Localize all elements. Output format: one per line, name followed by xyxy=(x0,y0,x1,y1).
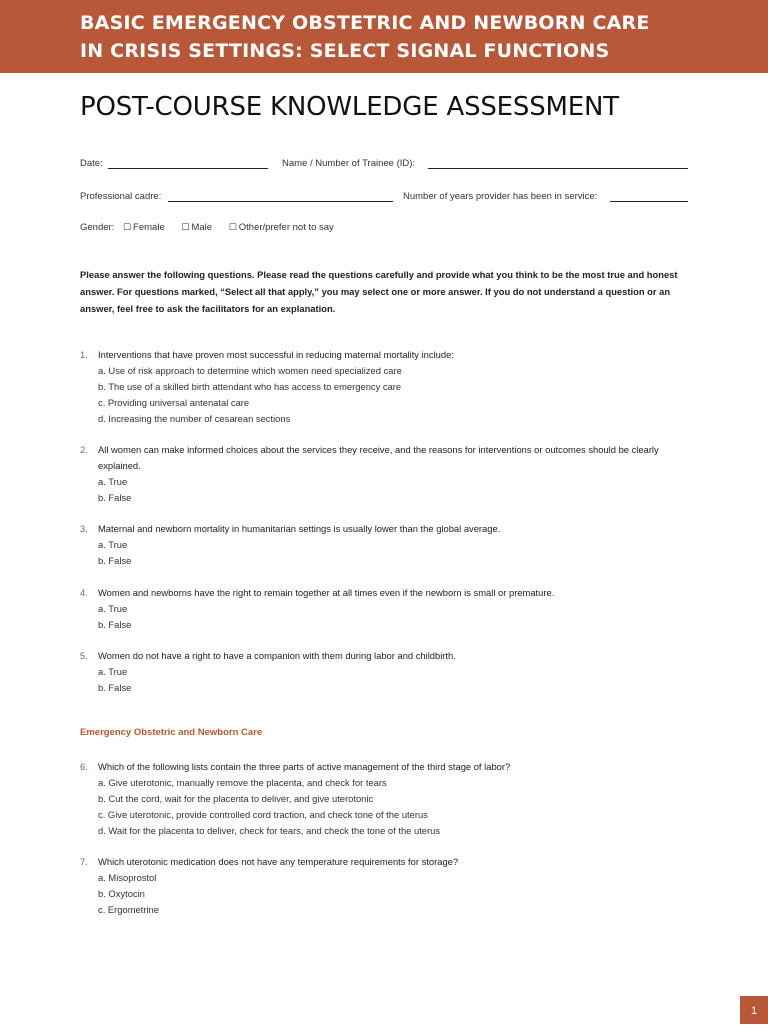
question-7 xyxy=(80,854,700,918)
answer-option[interactable]: a. Use of risk approach to determine which women need specialized care xyxy=(98,365,402,376)
years-input-line[interactable] xyxy=(610,201,688,202)
answer-option[interactable]: a. True xyxy=(98,666,128,677)
question-number: 4. xyxy=(80,587,88,598)
page-number: 1 xyxy=(740,996,768,1024)
question-number: 2. xyxy=(80,444,88,455)
question-number: 6. xyxy=(80,761,88,772)
gender-row xyxy=(80,222,334,233)
answer-option[interactable]: b. False xyxy=(98,555,132,566)
cadre-input-line[interactable] xyxy=(168,201,393,202)
question-6 xyxy=(80,759,700,839)
trainee-input-line[interactable] xyxy=(428,168,688,169)
page-title: POST-COURSE KNOWLEDGE ASSESSMENT xyxy=(80,92,619,122)
date-label: Date: xyxy=(80,158,103,169)
answer-option[interactable]: c. Providing universal antenatal care xyxy=(98,397,250,408)
question-text: Women do not have a right to have a companion with them during labor and childbirth. xyxy=(98,650,456,661)
question-1 xyxy=(80,347,700,427)
cadre-label: Professional cadre: xyxy=(80,191,162,202)
question-number: 3. xyxy=(80,523,88,534)
question-number: 7. xyxy=(80,856,88,867)
header-title-line-2: IN CRISIS SETTINGS: SELECT SIGNAL FUNCTIONS xyxy=(80,40,610,62)
question-4 xyxy=(80,585,700,633)
answer-option[interactable]: a. Give uterotonic, manually remove the placenta, and check for tears xyxy=(98,777,387,788)
answer-option[interactable]: b. False xyxy=(98,682,132,693)
question-text: Which uterotonic medication does not have any temperature requirements for storage? xyxy=(98,856,459,867)
answer-option[interactable]: a. True xyxy=(98,476,128,487)
question-text: Maternal and newborn mortality in humanitarian settings is usually lower than the global average. xyxy=(98,523,501,534)
date-input-line[interactable] xyxy=(108,168,268,169)
answer-option[interactable]: c. Ergometrine xyxy=(98,904,159,915)
answer-option[interactable]: b. Oxytocin xyxy=(98,888,145,899)
answer-option[interactable]: c. Give uterotonic, provide controlled cord traction, and check tone of the uterus xyxy=(98,809,428,820)
section-heading: Emergency Obstetric and Newborn Care xyxy=(80,727,263,738)
answer-option[interactable]: d. Wait for the placenta to deliver, check for tears, and check the tone of the uterus xyxy=(98,825,441,836)
answer-option[interactable]: b. Cut the cord, wait for the placenta to deliver, and give uterotonic xyxy=(98,793,374,804)
instructions-text: Please answer the following questions. Please read the questions carefully and provide what you think to be the most true and honest answer. For questions marked, “Select all that apply,” you may select one or more answer. If you do not understand a question or an answer, feel free to ask the facilitators for an explanation. xyxy=(80,269,678,314)
question-3 xyxy=(80,521,700,569)
gender-option-other[interactable]: ☐ Other/prefer not to say xyxy=(228,222,334,233)
checkbox-icon[interactable]: ☐ xyxy=(181,223,190,233)
gender-option-female[interactable]: ☐ Female xyxy=(122,222,165,233)
years-label: Number of years provider has been in service: xyxy=(403,191,598,202)
question-2 xyxy=(80,442,690,506)
answer-option[interactable]: b. False xyxy=(98,619,132,630)
checkbox-icon[interactable]: ☐ xyxy=(122,223,132,233)
trainee-label: Name / Number of Trainee (ID): xyxy=(282,158,416,169)
question-text: All women can make informed choices about the services they receive, and the reasons for interventions or outcomes should be clearly explained. xyxy=(98,444,659,471)
header-banner xyxy=(0,0,768,73)
checkbox-icon[interactable]: ☐ xyxy=(228,223,237,233)
question-text: Women and newborns have the right to remain together at all times even if the newborn is small or premature. xyxy=(98,587,555,598)
header-title-line-1: BASIC EMERGENCY OBSTETRIC AND NEWBORN CARE xyxy=(80,12,650,34)
question-5 xyxy=(80,648,700,696)
gender-label: Gender: xyxy=(80,222,115,233)
gender-option-male[interactable]: ☐ Male xyxy=(181,222,213,233)
answer-option[interactable]: d. Increasing the number of cesarean sections xyxy=(98,413,291,424)
question-number: 1. xyxy=(80,349,88,360)
answer-option[interactable]: b. The use of a skilled birth attendant who has access to emergency care xyxy=(98,381,402,392)
question-text: Which of the following lists contain the three parts of active management of the third stage of labor? xyxy=(98,761,511,772)
question-number: 5. xyxy=(80,650,88,661)
answer-option[interactable]: a. True xyxy=(98,603,128,614)
answer-option[interactable]: a. Misoprostol xyxy=(98,872,157,883)
question-text: Interventions that have proven most successful in reducing maternal mortality include: xyxy=(98,349,454,360)
answer-option[interactable]: a. True xyxy=(98,539,128,550)
answer-option[interactable]: b. False xyxy=(98,492,132,503)
